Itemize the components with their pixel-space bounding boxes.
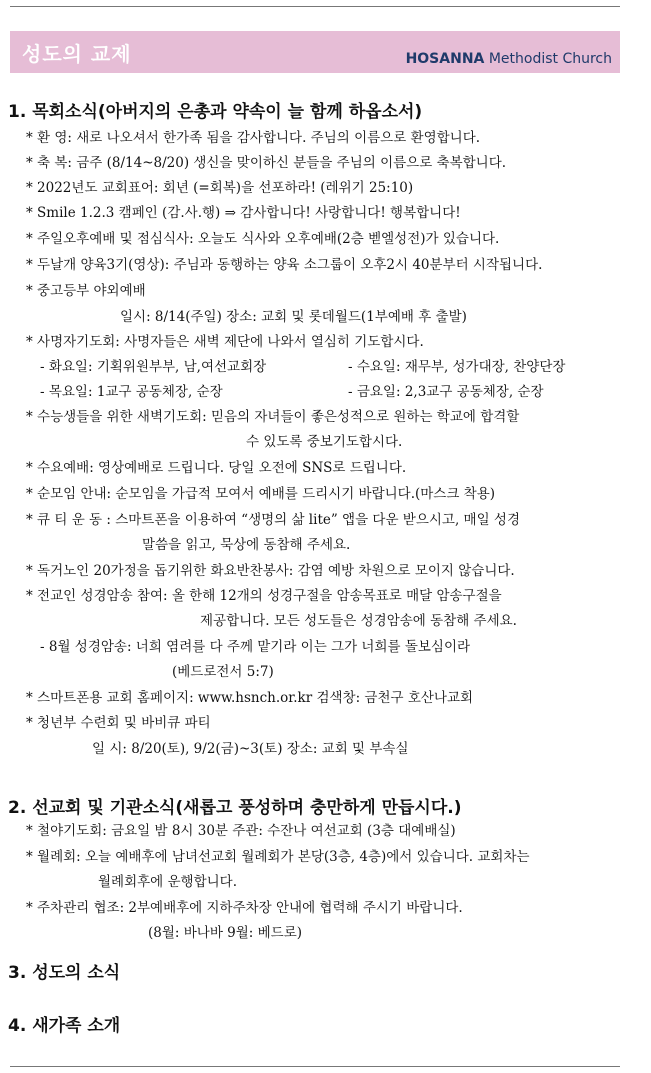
notice-line: * 축 복: 금주 (8/14~8/20) 생신을 맞이하신 분들을 주님의 이름으로 축복합니다. [26, 155, 507, 171]
notice-line: * 순모임 안내: 순모임을 가급적 모여서 예배를 드리시기 바랍니다.(마스크 착용) [26, 486, 496, 502]
notice-subitem: - 금요일: 2,3교구 공동체장, 순장 [348, 384, 544, 400]
church-name-rest: Methodist Church [484, 51, 612, 67]
section-heading-1: 1. 목회소식(아버지의 은총과 약속이 늘 함께 하옵소서) [8, 102, 423, 122]
notice-line: * 철야기도회: 금요일 밤 8시 30분 주관: 수잔나 여선교회 (3층 대예배실) [26, 823, 456, 839]
section-heading-2: 2. 선교회 및 기관소식(새롭고 풍성하며 충만하게 만듭시다.) [8, 798, 462, 818]
notice-subitem: - 목요일: 1교구 공동체장, 순장 [40, 384, 223, 400]
notice-line: * 2022년도 교회표어: 회년 (=회복)을 선포하라! (레위기 25:10) [26, 180, 414, 196]
bottom-rule [10, 1066, 620, 1067]
notice-line: * 수능생들을 위한 새벽기도회: 믿음의 자녀들이 좋은성적으로 원하는 학교에 합격할 [26, 409, 520, 425]
notice-line: * 큐 티 운 동 : 스마트폰을 이용하여 “생명의 삶 lite” 앱을 다운 받으시고, 매일 성경 [26, 512, 520, 528]
notice-line-indent: 수 있도록 중보기도합시다. [246, 434, 403, 450]
notice-line-indent: 말씀을 읽고, 묵상에 동참해 주세요. [142, 537, 351, 553]
notice-line: * 주일오후예배 및 점심식사: 오늘도 식사와 오후예배(2층 벧엘성전)가 있습니다. [26, 231, 500, 247]
notice-line: * Smile 1.2.3 캠페인 (감.사.행) ⇒ 감사합니다! 사랑합니다! 행복합니다! [26, 205, 461, 221]
notice-line: * 독거노인 20가정을 돕기위한 화요반찬봉사: 감염 예방 차원으로 모이지 않습니다. [26, 563, 515, 579]
notice-line: * 중고등부 야외예배 [26, 283, 146, 299]
notice-line: * 주차관리 협조: 2부예배후에 지하주차장 안내에 협력해 주시기 바랍니다. [26, 900, 463, 916]
notice-line: * 청년부 수련회 및 바비큐 파티 [26, 715, 211, 731]
top-rule [10, 6, 620, 7]
notice-line: * 스마트폰용 교회 홈페이지: www.hsnch.or.kr 검색창: 금천구 호산나교회 [26, 690, 474, 706]
notice-subitem: - 수요일: 재무부, 성가대장, 찬양단장 [348, 359, 566, 375]
notice-line: * 월례회: 오늘 예배후에 남녀선교회 월례회가 본당(3층, 4층)에서 있습니다. 교회차는 [26, 849, 530, 865]
notice-line: * 수요예배: 영상예배로 드립니다. 당일 오전에 SNS로 드립니다. [26, 460, 407, 476]
notice-subitem: - 8월 성경암송: 너희 염려를 다 주께 맡기라 이는 그가 너희를 돌보심이라 [40, 639, 471, 655]
section-heading-4: 4. 새가족 소개 [8, 1016, 121, 1036]
notice-line-indent: 일시: 8/14(주일) 장소: 교회 및 롯데월드(1부예배 후 출발) [120, 309, 467, 325]
notice-line: * 사명자기도회: 사명자들은 새벽 제단에 나와서 열심히 기도합시다. [26, 334, 424, 350]
notice-line-indent: 일 시: 8/20(토), 9/2(금)~3(토) 장소: 교회 및 부속실 [92, 741, 409, 757]
notice-line: * 전교인 성경암송 참여: 올 한해 12개의 성경구절을 암송목표로 매달 암송구절을 [26, 588, 502, 604]
notice-line-indent: (8월: 바나바 9월: 베드로) [148, 925, 303, 941]
notice-subitem: - 화요일: 기획위원부부, 남,여선교회장 [40, 359, 267, 375]
section-banner [10, 31, 620, 73]
banner-title: 성도의 교제 [22, 42, 132, 66]
church-name [406, 51, 612, 67]
notice-line-indent: 월례회후에 운행합니다. [98, 874, 237, 890]
section-heading-3: 3. 성도의 소식 [8, 963, 121, 983]
notice-line: * 환 영: 새로 나오셔서 한가족 됨을 감사합니다. 주님의 이름으로 환영합니다. [26, 130, 481, 146]
notice-line: * 두날개 양육3기(영상): 주님과 동행하는 양육 소그룹이 오후2시 40분부터 시작됩니다. [26, 257, 543, 273]
notice-line-indent: (베드로전서 5:7) [172, 664, 274, 680]
notice-line-indent: 제공합니다. 모든 성도들은 성경암송에 동참해 주세요. [200, 613, 517, 629]
church-name-bold: HOSANNA [405, 51, 485, 67]
